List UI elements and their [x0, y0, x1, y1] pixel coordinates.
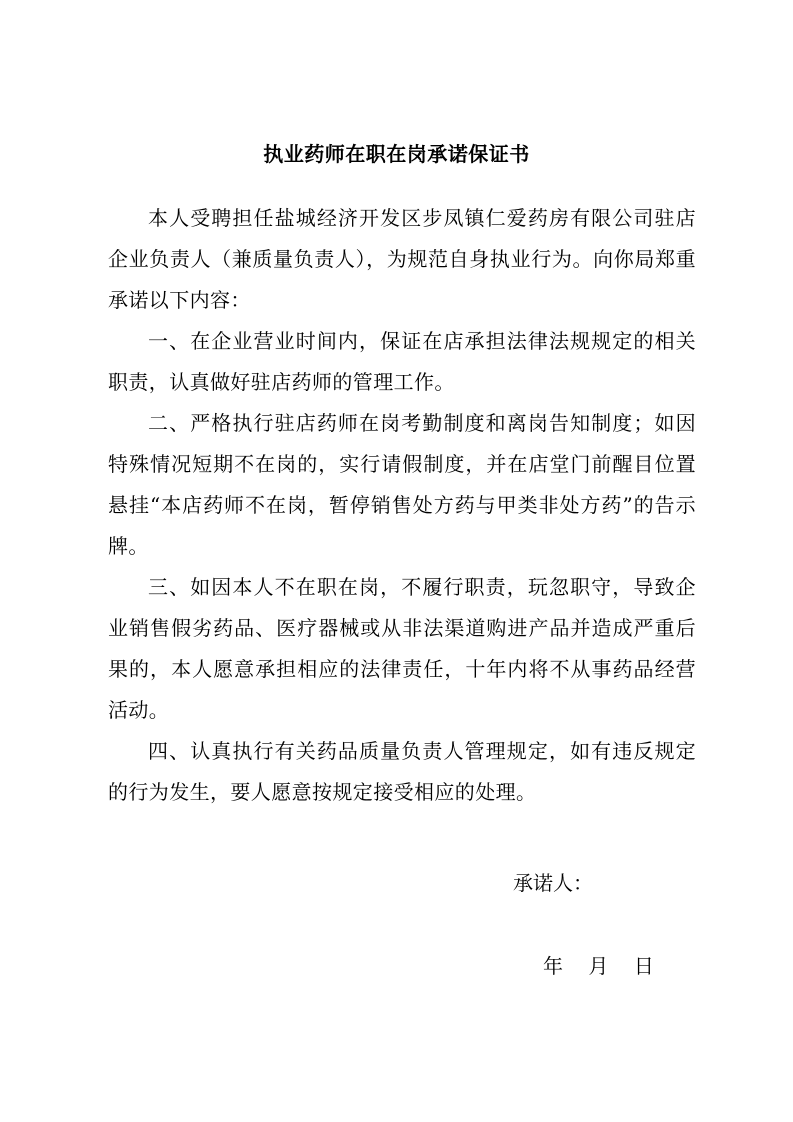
signer-label: 承诺人：	[513, 871, 593, 895]
date-line: 年 月 日	[543, 954, 654, 978]
paragraph-item-3: 三、如因本人不在职在岗，不履行职责，玩忽职守，导致企业销售假劣药品、医疗器械或从非法渠道购进产品并造成严重后果的，本人愿意承担相应的法律责任，十年内将不从事药品经营活动。	[108, 575, 696, 722]
paragraph-item-4: 四、认真执行有关药品质量负责人管理规定，如有违反规定的行为发生，要人愿意按规定接受相应的处理。	[108, 739, 696, 804]
paragraph-item-2: 二、严格执行驻店药师在岗考勤制度和离岗告知制度；如因特殊情况短期不在岗的，实行请假制度，并在店堂门前醒目位置悬挂“本店药师不在岗，暂停销售处方药与甲类非处方药”的告示牌。	[108, 411, 696, 558]
paragraph-intro: 本人受聘担任盐城经济开发区步凤镇仁爱药房有限公司驻店企业负责人（兼质量负责人），为规范自身执业行为。向你局郑重承诺以下内容：	[108, 206, 696, 312]
document-body	[108, 198, 696, 813]
document-title: 执业药师在职在岗承诺保证书	[263, 142, 530, 166]
paragraph-item-1: 一、在企业营业时间内，保证在店承担法律法规规定的相关职责，认真做好驻店药师的管理工作。	[108, 329, 696, 394]
